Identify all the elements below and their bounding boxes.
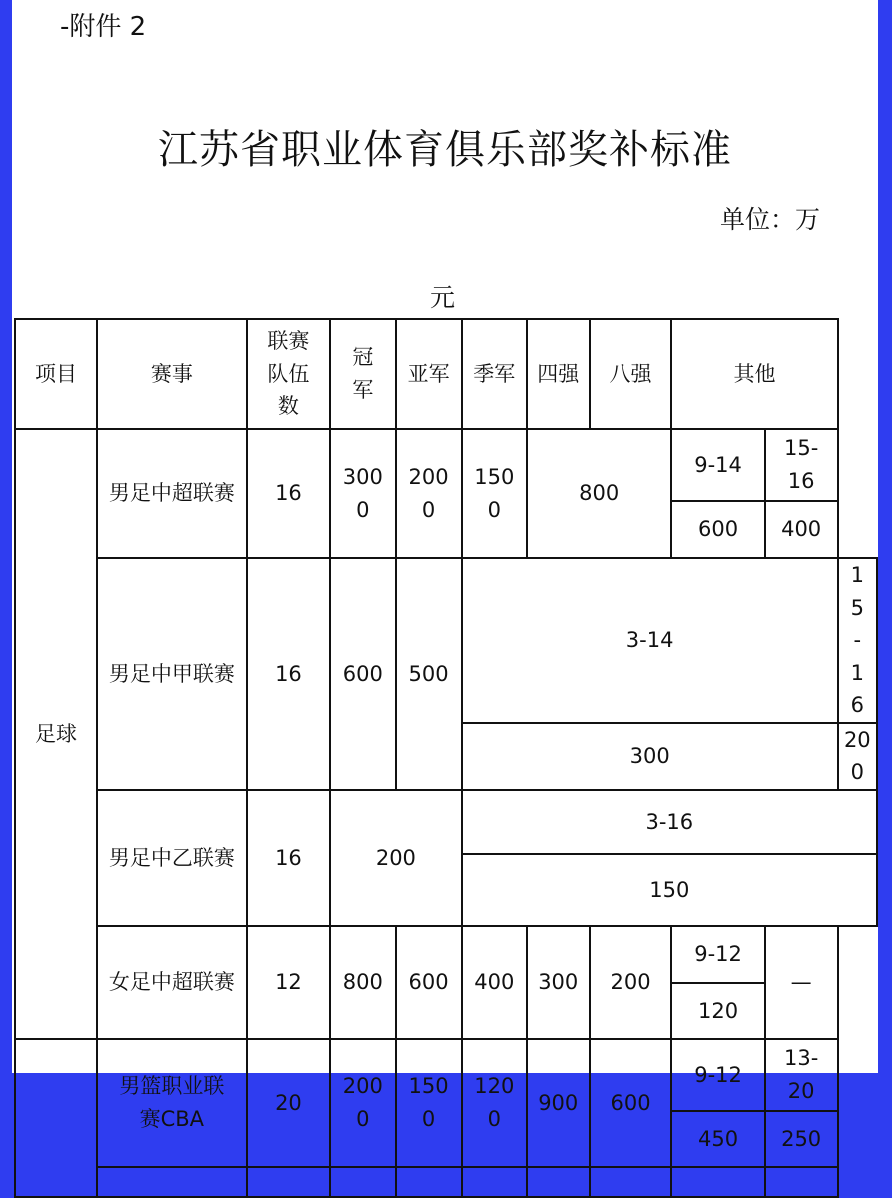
header-champion: 冠军: [330, 319, 395, 429]
table-row: [15, 1167, 877, 1197]
table-row: [15, 429, 877, 501]
other-value-cell: 120: [671, 983, 764, 1039]
header-event: 赛事: [97, 319, 247, 429]
champion-cell: 200: [330, 790, 462, 926]
table-row: [15, 790, 877, 854]
other-cell: —: [765, 926, 838, 1039]
runner-up-cell: 500: [396, 558, 462, 790]
table-row: [15, 1039, 877, 1111]
header-third: 季军: [462, 319, 527, 429]
other-value-cell: 250: [765, 1111, 838, 1167]
top4-cell: 900: [527, 1039, 590, 1167]
unit-label-continued: 元: [430, 283, 456, 312]
top8-cell: 600: [590, 1039, 672, 1167]
other-range-cell: 9-12: [671, 1039, 764, 1111]
runner-up-cell: 600: [396, 926, 462, 1039]
header-top8: 八强: [590, 319, 672, 429]
other-value-cell: 450: [671, 1111, 764, 1167]
other-value-cell: 150: [462, 854, 877, 926]
table-row: [15, 926, 877, 983]
header-item: 项目: [15, 319, 97, 429]
event-name: 男足中乙联赛: [97, 790, 247, 926]
attachment-label: -附件 2: [60, 12, 147, 42]
teams-cell: 16: [247, 558, 330, 790]
champion-cell: 800: [330, 926, 395, 1039]
top8-cell: 800: [527, 429, 672, 558]
teams-cell: 20: [247, 1039, 330, 1167]
other-range-cell: 3-14: [462, 558, 838, 723]
champion-cell: 3000: [330, 429, 395, 558]
table-row: [15, 558, 877, 723]
runner-up-cell: 1500: [396, 1039, 462, 1167]
event-name: 男篮职业联赛CBA: [97, 1039, 247, 1167]
other-value-cell: 300: [462, 723, 838, 790]
other-value-cell: 200: [838, 723, 877, 790]
other-value-cell: 400: [765, 501, 838, 558]
event-name: 男足中超联赛: [97, 429, 247, 558]
basketball-category: [15, 1039, 97, 1197]
other-range-cell: 15-16: [765, 429, 838, 501]
other-range-cell: 9-14: [671, 429, 764, 501]
teams-cell: 12: [247, 926, 330, 1039]
other-range-cell: 9-12: [671, 926, 764, 983]
event-name: 女足中超联赛: [97, 926, 247, 1039]
header-row: [15, 319, 877, 429]
document-title: 江苏省职业体育俱乐部奖补标准: [158, 127, 732, 173]
header-top4: 四强: [527, 319, 590, 429]
unit-label: 单位：万: [720, 205, 821, 234]
third-cell: 400: [462, 926, 527, 1039]
header-runner-up: 亚军: [396, 319, 462, 429]
event-name: 男足中甲联赛: [97, 558, 247, 790]
other-range-cell: 13-20: [765, 1039, 838, 1111]
champion-cell: 600: [330, 558, 395, 790]
header-teams: 联赛队伍数: [247, 319, 330, 429]
teams-cell: 16: [247, 790, 330, 926]
football-category: 足球: [15, 429, 97, 1039]
header-other: 其他: [671, 319, 837, 429]
third-cell: 1500: [462, 429, 527, 558]
runner-up-cell: 2000: [396, 429, 462, 558]
top8-cell: 200: [590, 926, 672, 1039]
teams-cell: 16: [247, 429, 330, 558]
subsidy-table: [14, 318, 878, 1198]
other-range-cell: 3-16: [462, 790, 877, 854]
champion-cell: 2000: [330, 1039, 395, 1167]
third-cell: 1200: [462, 1039, 527, 1167]
other-value-cell: 600: [671, 501, 764, 558]
top4-cell: 300: [527, 926, 590, 1039]
document-page: [12, 0, 878, 1151]
other-range-cell: 15-16: [838, 558, 877, 723]
